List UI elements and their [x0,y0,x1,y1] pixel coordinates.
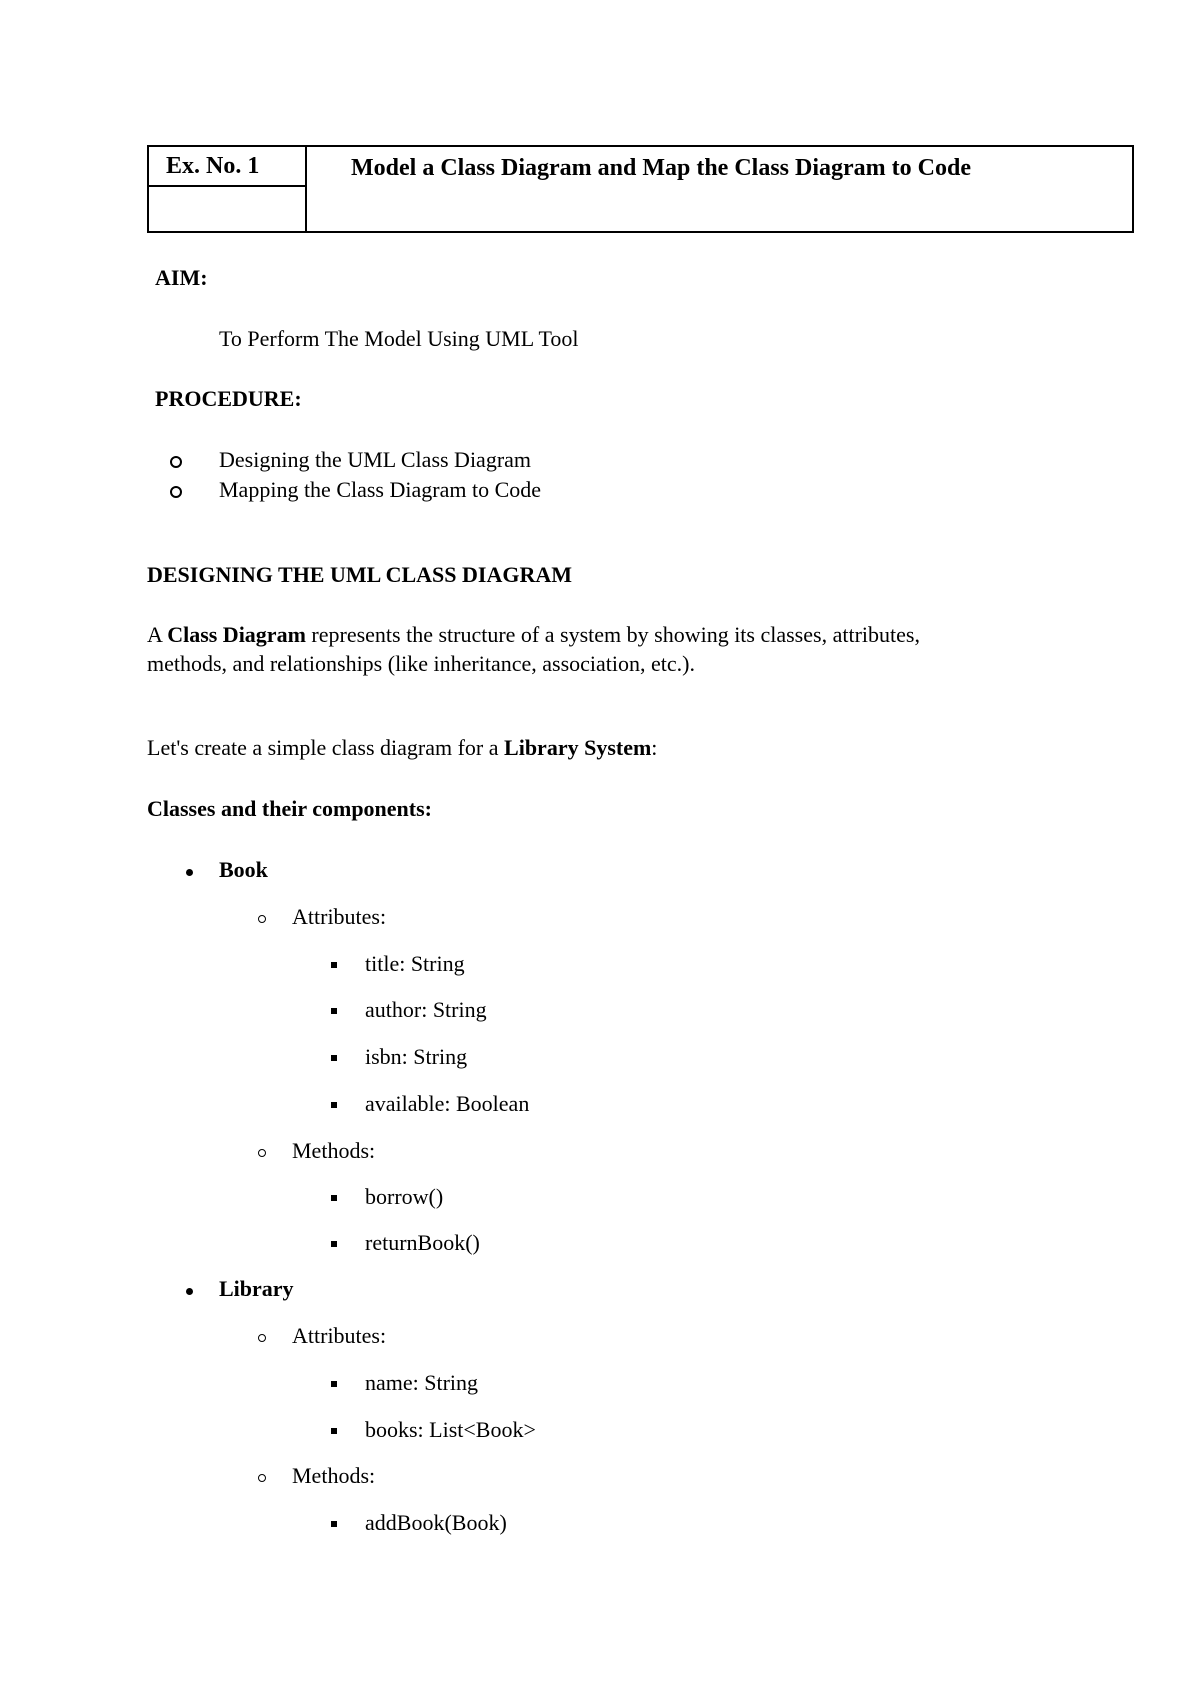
classes-heading: Classes and their components: [147,796,433,821]
ring-bullet-icon [170,456,182,468]
attribute-item: name: String [365,1370,479,1395]
method-item: borrow() [365,1184,444,1209]
square-bullet-icon [331,1055,337,1061]
exercise-title: Model a Class Diagram and Map the Class Diagram to Code [351,155,971,181]
circle-bullet-icon [258,1334,266,1342]
methods-label: Methods: [292,1463,376,1488]
methods-label: Methods: [292,1138,376,1163]
bullet-dot-icon [186,1288,193,1295]
square-bullet-icon [331,1381,337,1387]
bullet-dot-icon [186,869,193,876]
para-text: A [147,622,168,647]
section-heading: DESIGNING THE UML CLASS DIAGRAM [147,562,573,587]
procedure-heading: PROCEDURE: [155,386,302,411]
attribute-item: books: List<Book> [365,1417,536,1442]
aim-text: To Perform The Model Using UML Tool [219,326,579,351]
library-paragraph [147,735,657,761]
exercise-number: Ex. No. 1 [166,153,260,179]
square-bullet-icon [331,1241,337,1247]
square-bullet-icon [331,1102,337,1108]
para-text: Let's create a simple class diagram for a [147,735,505,760]
attribute-item: isbn: String [365,1044,468,1069]
intro-paragraph-line2: methods, and relationships (like inheritance, association, etc.). [147,651,696,676]
attributes-label: Attributes: [292,904,387,929]
method-item: addBook(Book) [365,1510,507,1535]
exercise-header-table [147,145,1134,233]
ring-bullet-icon [170,486,182,498]
square-bullet-icon [331,962,337,968]
class-name: Library [219,1276,294,1301]
para-bold-term: Class Diagram [167,622,306,647]
class-name: Book [219,857,268,882]
para-text: represents the structure of a system by showing its classes, attributes, [305,622,920,647]
square-bullet-icon [331,1428,337,1434]
procedure-item: Mapping the Class Diagram to Code [219,477,542,502]
para-bold-term: Library System [504,735,652,760]
attribute-item: title: String [365,951,465,976]
square-bullet-icon [331,1008,337,1014]
square-bullet-icon [331,1521,337,1527]
aim-heading: AIM: [155,265,208,290]
attribute-item: available: Boolean [365,1091,530,1116]
square-bullet-icon [331,1195,337,1201]
procedure-item: Designing the UML Class Diagram [219,447,532,472]
attribute-item: author: String [365,997,487,1022]
para-text: : [651,735,658,760]
attributes-label: Attributes: [292,1323,387,1348]
circle-bullet-icon [258,1149,266,1157]
intro-paragraph-line1 [147,622,920,648]
table-divider [305,147,307,231]
method-item: returnBook() [365,1230,480,1255]
table-divider [149,185,306,187]
circle-bullet-icon [258,1474,266,1482]
circle-bullet-icon [258,915,266,923]
